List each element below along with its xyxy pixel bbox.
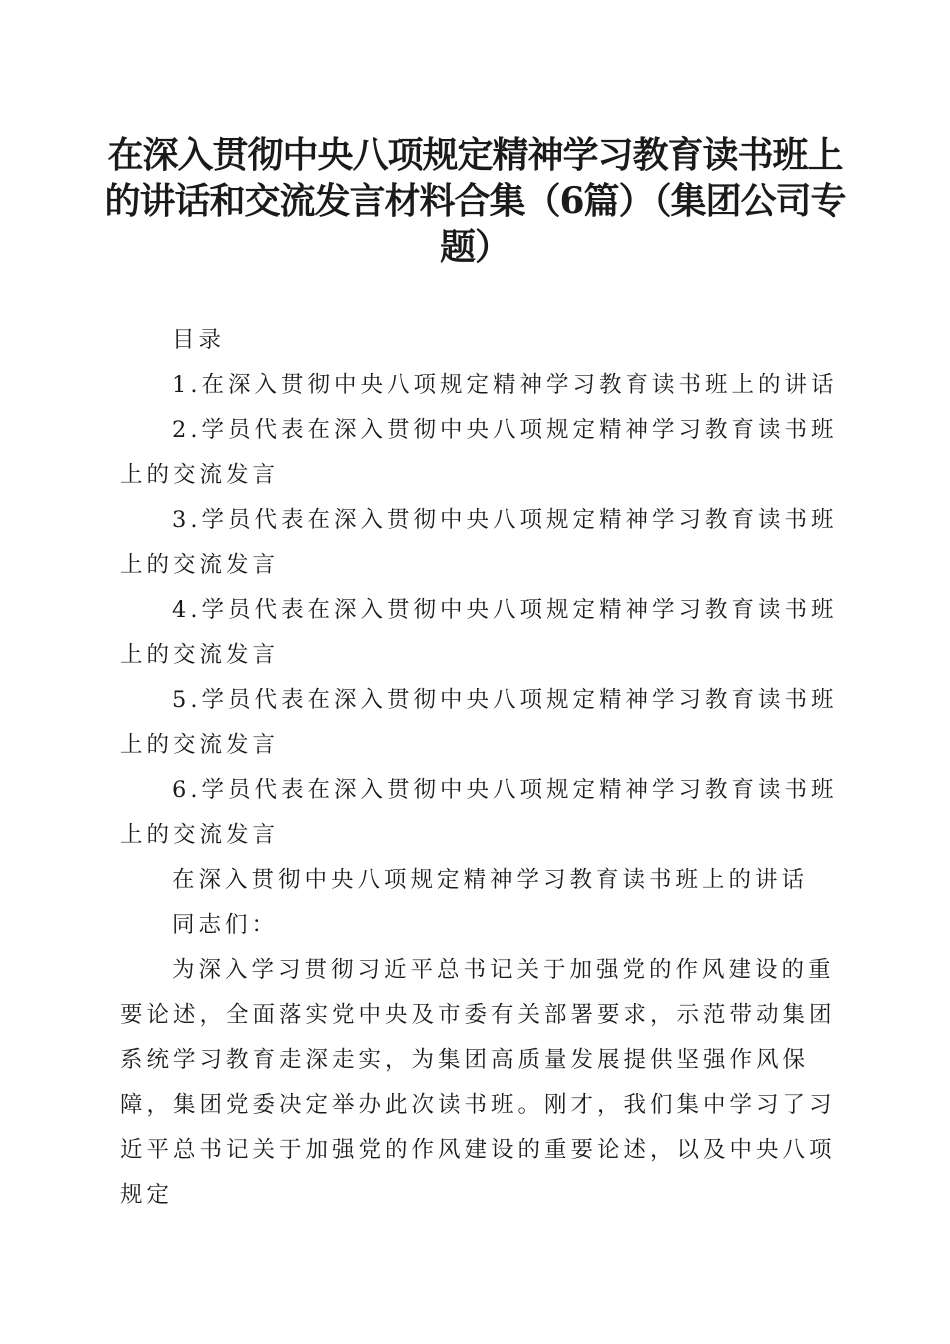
toc-heading: 目录	[172, 327, 226, 353]
toc-item-2: 2.学员代表在深入贯彻中央八项规定精神学习教育读书班上的交流发言	[120, 417, 838, 488]
toc-item-1: 1.在深入贯彻中央八项规定精神学习教育读书班上的讲话	[172, 372, 838, 398]
toc-item-3: 3.学员代表在深入贯彻中央八项规定精神学习教育读书班上的交流发言	[120, 507, 838, 578]
section-title: 在深入贯彻中央八项规定精神学习教育读书班上的讲话	[172, 867, 809, 893]
document-title: 在深入贯彻中央八项规定精神学习教育读书班上的讲话和交流发言材料合集（6篇）（集团公司专题）	[104, 134, 846, 268]
paragraph: 为深入学习贯彻习近平总书记关于加强党的作风建设的重要论述，全面落实党中央及市委有关部署要求，示范带动集团系统学习教育走深走实，为集团高质量发展提供坚强作风保障，集团党委决定举办此次读书班。刚才，我们集中学习了习近平总书记关于加强党的作风建设的重要论述，以及中央八项规定	[120, 957, 836, 1208]
document-body	[120, 318, 840, 1218]
salutation: 同志们：	[172, 912, 279, 938]
toc-item-5: 5.学员代表在深入贯彻中央八项规定精神学习教育读书班上的交流发言	[120, 687, 838, 758]
toc-item-6: 6.学员代表在深入贯彻中央八项规定精神学习教育读书班上的交流发言	[120, 777, 838, 848]
toc-item-4: 4.学员代表在深入贯彻中央八项规定精神学习教育读书班上的交流发言	[120, 597, 838, 668]
